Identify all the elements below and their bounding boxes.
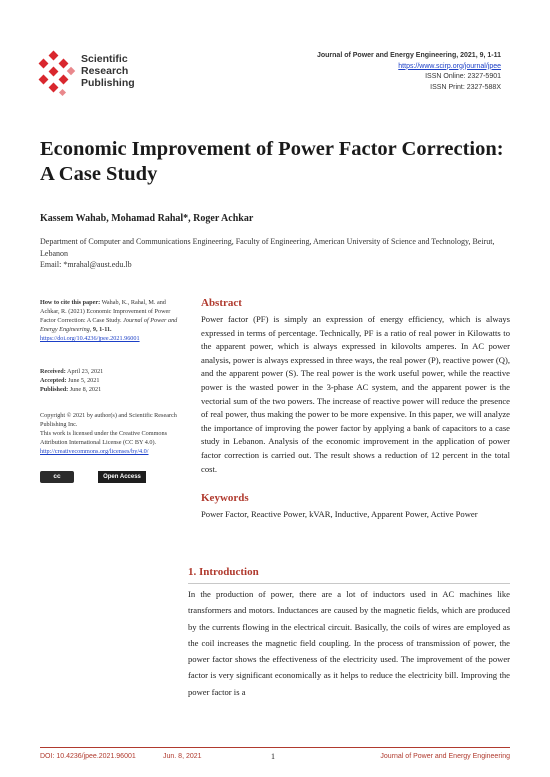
paper-authors: Kassem Wahab, Mohamad Rahal*, Roger Achkar (40, 213, 254, 224)
keywords-heading: Keywords (201, 492, 249, 504)
paper-title: Economic Improvement of Power Factor Correction: A Case Study (40, 138, 504, 185)
publisher-name-line: Scientific (81, 53, 128, 65)
issn-online: ISSN Online: 2327-5901 (425, 73, 501, 80)
copyright-block (40, 411, 185, 456)
received-label: Received: (40, 368, 66, 375)
cite-journal: Journal of Power and Energy Engineering, (40, 317, 178, 333)
published-label: Published: (40, 386, 69, 393)
footer-doi: DOI: 10.4236/jpee.2021.96001 (40, 753, 136, 760)
cite-volume: 9, 1-11. (92, 326, 112, 333)
citation-block (40, 298, 185, 343)
open-access-badge: Open Access (98, 471, 146, 483)
journal-url-link[interactable]: https://www.scirp.org/journal/jpee (398, 62, 501, 70)
footer-journal: Journal of Power and Energy Engineering (380, 753, 510, 760)
issn-print: ISSN Print: 2327-588X (430, 83, 501, 91)
publisher-name (81, 53, 135, 89)
keywords-text: Power Factor, Reactive Power, kVAR, Inductive, Apparent Power, Active Power (201, 509, 478, 519)
introduction-heading: 1. Introduction (188, 566, 259, 578)
abstract-heading: Abstract (201, 297, 242, 309)
license-text: This work is licensed under the Creative Commons Attribution International License (CC BY 4.0). (40, 430, 167, 446)
section-divider (188, 583, 510, 584)
introduction-text: In the production of power, there are a lot of inductors used in AC machines like transformers and motors. Inductances are caused by the magnetic fields, which are produced by the currents flowing in the electrical circuit. Basically, the coils of wires are employed as the coil increases the magnetic field coupling. In the process of transmission of power, the power factor shows the effectiveness of the electricity used. The improvement of the power factor is very significant economically as it helps to reduce the electricity bill. Improving the power factor is a (188, 589, 510, 697)
accepted-label: Accepted: (40, 377, 67, 384)
abstract-text: Power factor (PF) is simply an expression of energy efficiency, which is always expressed in terms of percentage. Technically, PF is a ratio of real power in Kilowatts to the apparent power, which is always expressed in kilovolts amperes. In AC power analysis, power is always expressed in three ways, the real power (P), reactive power (Q), and the apparent power (S). The real power is the work useful power, while the reactive power is the wasted power in the 3-phase AC system, and the apparent power is the vectorial sum of the two powers. The increase of reactive power will reduce the presence of real power, thus making the power to be more expensive. In this paper, we will analyze the importance of improving the power factor by applying a bank of capacitors to a case study in Lebanon. Analysis of the economic improvement in the application of power factor correction is carried out. The result shows a reduction of 12 percent in the total cost. (201, 314, 510, 474)
footer-date: Jun. 8, 2021 (163, 753, 202, 760)
publisher-name-line: Publishing (81, 77, 135, 89)
affiliation: Department of Computer and Communications Engineering, Faculty of Engineering, American University of Science and Technology, Beirut, Lebanon (40, 237, 495, 258)
page-number: 1 (271, 752, 275, 761)
cc-license-icon[interactable]: cc (40, 471, 74, 483)
dates-block (40, 367, 185, 394)
copyright: Copyright © 2021 by author(s) and Scientific Research Publishing Inc. (40, 412, 177, 428)
accepted-date: June 5, 2021 (68, 377, 100, 384)
email: Email: *mrahal@aust.edu.lb (40, 260, 132, 269)
journal-citation: Journal of Power and Energy Engineering, 2021, 9, 1-11 (316, 52, 501, 59)
publisher-name-line: Research (81, 65, 129, 77)
doi-link[interactable]: https://doi.org/10.4236/jpee.2021.96001 (40, 335, 140, 342)
cite-label: How to cite this paper: (40, 299, 101, 306)
license-link[interactable]: http://creativecommons.org/licenses/by/4.0/ (40, 448, 149, 455)
affiliation-block (40, 236, 510, 271)
received-date: April 23, 2021 (67, 368, 104, 375)
journal-info (317, 51, 501, 93)
cite-text: Wahab, K., Rahal, M. and Achkar, R. (2021) Economic Improvement of Power Factor Correction: A Case Study. (40, 299, 171, 324)
footer-divider (40, 747, 510, 748)
published-date: June 8, 2021 (69, 386, 102, 393)
